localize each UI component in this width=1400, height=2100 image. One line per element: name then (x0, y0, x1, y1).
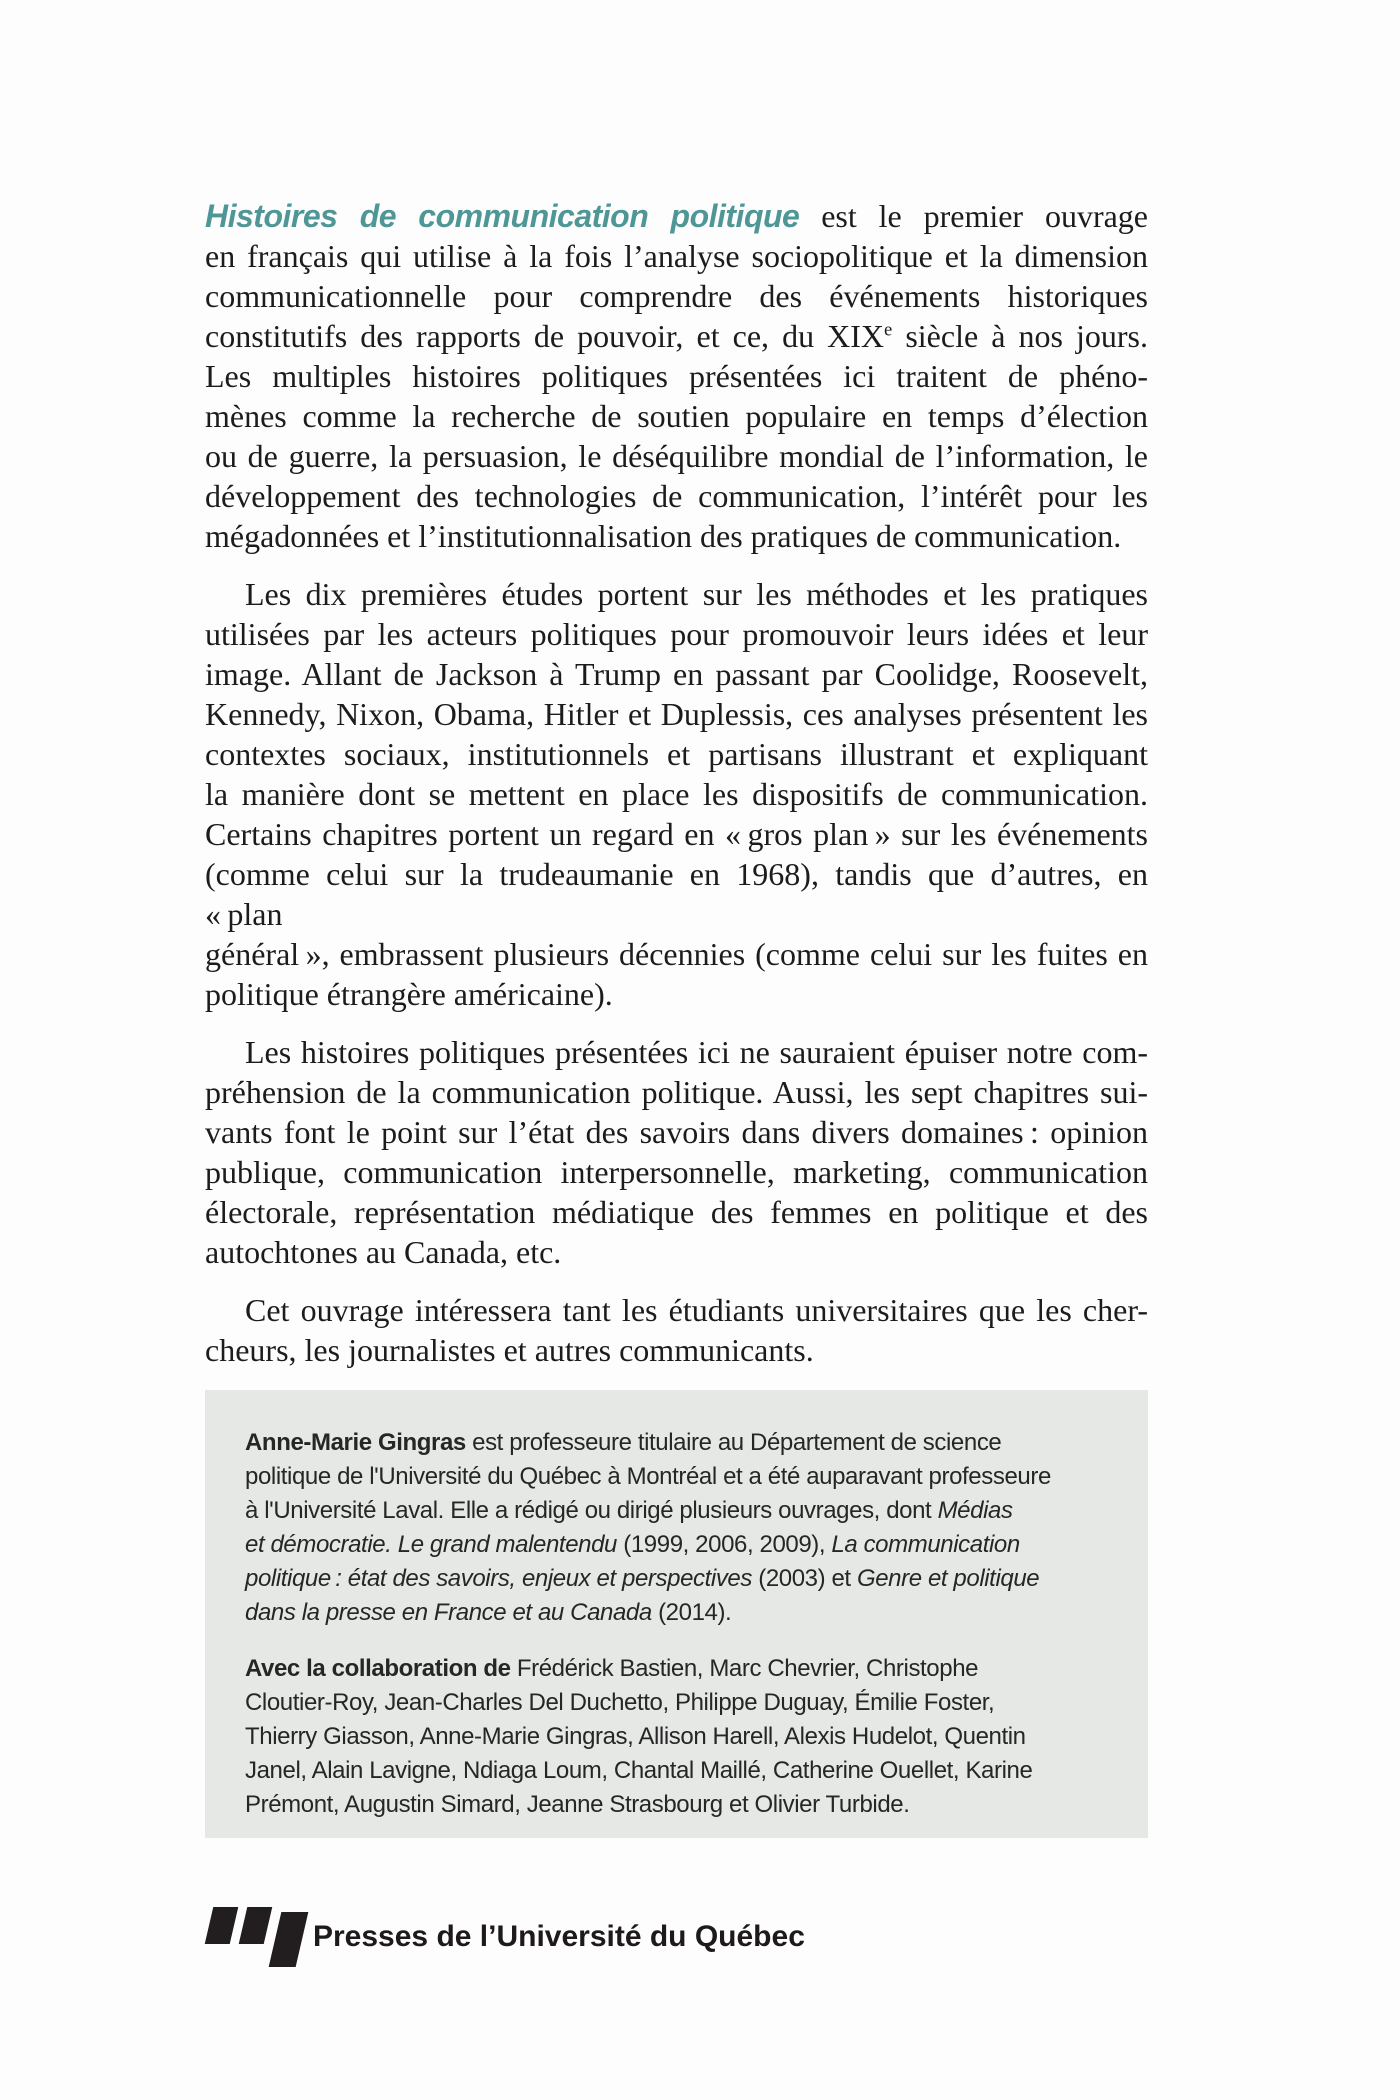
publisher-footer (205, 1905, 805, 1969)
text-line: politique étrangère américaine). (205, 976, 613, 1012)
synopsis-section (205, 196, 1148, 1370)
paragraph (245, 1652, 1108, 1822)
text-line: et démocratie. Le grand malentendu (1999, 2006, 2009), La communication (245, 1531, 1020, 1558)
text-line: constitutifs des rapports de pouvoir, et ce, du XIXe siècle à nos jours. (205, 318, 1149, 354)
text-line: cheurs, les journalistes et autres communicants. (205, 1332, 814, 1368)
text-line: Les multiples histoires politiques présentées ici traitent de phéno- (205, 358, 1148, 394)
text-line: image. Allant de Jackson à Trump en passant par Coolidge, Roosevelt, (205, 656, 1148, 692)
text-line: Prémont, Augustin Simard, Jeanne Strasbourg et Olivier Turbide. (245, 1791, 910, 1818)
text-line: Cet ouvrage intéressera tant les étudiants universitaires que les cher- (245, 1292, 1148, 1328)
text-line: général », embrassent plusieurs décennies (comme celui sur les fuites en (205, 936, 1148, 972)
text-line: développement des technologies de communication, l’intérêt pour les (205, 478, 1148, 514)
book-title: Histoires de communication politique (205, 198, 800, 234)
text-line: autochtones au Canada, etc. (205, 1234, 562, 1270)
text-line: Cloutier-Roy, Jean-Charles Del Duchetto, Philippe Duguay, Émilie Foster, (245, 1689, 995, 1716)
text-line: Anne-Marie Gingras est professeure titulaire au Département de science (245, 1429, 1002, 1456)
text-line: à l'Université Laval. Elle a rédigé ou dirigé plusieurs ouvrages, dont Médias (245, 1497, 1013, 1524)
text-line: Certains chapitres portent un regard en « gros plan » sur les événements (205, 816, 1148, 852)
text-line: contextes sociaux, institutionnels et partisans illustrant et expliquant (205, 736, 1148, 772)
text-line: vants font le point sur l’état des savoirs dans divers domaines : opinion (205, 1114, 1148, 1150)
text-line: en français qui utilise à la fois l’analyse sociopolitique et la dimension (205, 238, 1148, 274)
text-line: Les dix premières études portent sur les méthodes et les pratiques (245, 576, 1148, 612)
logo-bar (239, 1907, 273, 1944)
text-line: (comme celui sur la trudeaumanie en 1968), tandis que d’autres, en « plan (205, 856, 1148, 932)
text-line: préhension de la communication politique. Aussi, les sept chapitres sui- (205, 1074, 1148, 1110)
paragraph (205, 1032, 1148, 1272)
puq-logo-icon (205, 1907, 299, 1967)
text-line: Kennedy, Nixon, Obama, Hitler et Duplessis, ces analyses présentent les (205, 696, 1148, 732)
text-line: politique de l'Université du Québec à Montréal et a été auparavant professeure (245, 1463, 1051, 1490)
text-line: mènes comme la recherche de soutien populaire en temps d’élection (205, 398, 1148, 434)
text-line: utilisées par les acteurs politiques pour promouvoir leurs idées et leur (205, 616, 1148, 652)
text-line: politique : état des savoirs, enjeux et perspectives (2003) et Genre et politique (245, 1565, 1040, 1592)
paragraph (205, 1290, 1148, 1370)
text-line: mégadonnées et l’institutionnalisation des pratiques de communication. (205, 518, 1122, 554)
logo-bar (269, 1912, 309, 1967)
text-line: dans la presse en France et au Canada (2014). (245, 1599, 732, 1626)
text-line: la manière dont se mettent en place les dispositifs de communication. (205, 776, 1148, 812)
publisher-name: Presses de l’Université du Québec (313, 1920, 805, 1953)
text-line: électorale, représentation médiatique des femmes en politique et des (205, 1194, 1148, 1230)
paragraph (245, 1426, 1108, 1630)
text-line: Les histoires politiques présentées ici ne sauraient épuiser notre com- (245, 1034, 1148, 1070)
text-line: Thierry Giasson, Anne-Marie Gingras, Allison Harell, Alexis Hudelot, Quentin (245, 1723, 1026, 1750)
text-line: Avec la collaboration de Frédérick Bastien, Marc Chevrier, Christophe (245, 1655, 979, 1682)
text-line: communicationnelle pour comprendre des événements historiques (205, 278, 1148, 314)
text-line: publique, communication interpersonnelle, marketing, communication (205, 1154, 1148, 1190)
text-line: ou de guerre, la persuasion, le déséquilibre mondial de l’information, le (205, 438, 1148, 474)
paragraph (205, 574, 1148, 1014)
text-line: Janel, Alain Lavigne, Ndiaga Loum, Chantal Maillé, Catherine Ouellet, Karine (245, 1757, 1033, 1784)
text-line: Histoires de communication politique est le premier ouvrage (205, 198, 1149, 234)
paragraph (205, 196, 1148, 556)
logo-bar (205, 1907, 239, 1944)
author-bio-box (205, 1390, 1148, 1838)
